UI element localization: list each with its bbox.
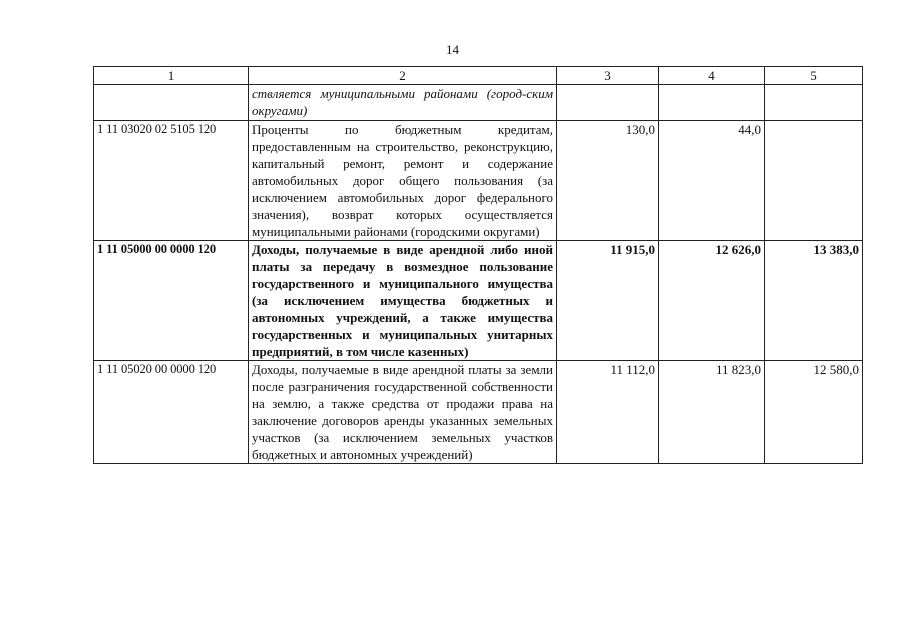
row-value-col3: 130,0 [557, 121, 659, 241]
row-value-col3 [557, 85, 659, 121]
row-name: Доходы, получаемые в виде арендной либо иной платы за передачу в возмездное пользование государственного и муниципального имущества (за исключением имущества бюджетных и автономных учреждений, а также имущества государственных и муниципальных унитарных предприятий, в том числе казенных) [249, 241, 557, 361]
header-col-4: 4 [659, 67, 765, 85]
row-value-col5 [765, 85, 863, 121]
table-row [94, 361, 863, 464]
table-row [94, 241, 863, 361]
header-col-3: 3 [557, 67, 659, 85]
row-value-col4: 11 823,0 [659, 361, 765, 464]
row-value-col3: 11 112,0 [557, 361, 659, 464]
header-col-2: 2 [249, 67, 557, 85]
row-value-col4: 44,0 [659, 121, 765, 241]
header-col-5: 5 [765, 67, 863, 85]
row-code [94, 85, 249, 121]
table-row [94, 121, 863, 241]
row-value-col4: 12 626,0 [659, 241, 765, 361]
row-code: 1 11 05000 00 0000 120 [94, 241, 249, 361]
row-value-col5: 12 580,0 [765, 361, 863, 464]
row-code: 1 11 05020 00 0000 120 [94, 361, 249, 464]
header-row [94, 67, 863, 85]
header-col-1: 1 [94, 67, 249, 85]
row-name: ствляется муниципальными районами (город-ским округами) [249, 85, 557, 121]
row-code: 1 11 03020 02 5105 120 [94, 121, 249, 241]
budget-table [93, 66, 863, 464]
row-value-col3: 11 915,0 [557, 241, 659, 361]
row-value-col4 [659, 85, 765, 121]
page-number: 14 [446, 42, 459, 57]
row-value-col5 [765, 121, 863, 241]
row-name: Проценты по бюджетным кредитам, предоставленным на строительство, реконструкцию, капитальный ремонт, ремонт и содержание автомобильных дорог общего пользования (за исключением автомобильных дорог федерального значения), возврат которых осуществляется муниципальными районами (городскими округами) [249, 121, 557, 241]
row-value-col5: 13 383,0 [765, 241, 863, 361]
row-name: Доходы, получаемые в виде арендной платы за земли после разграничения государственной собственности на землю, а также средства от продажи права на заключение договоров аренды указанных земельных участков (за исключением земельных участков бюджетных и автономных учреждений) [249, 361, 557, 464]
table-row [94, 85, 863, 121]
